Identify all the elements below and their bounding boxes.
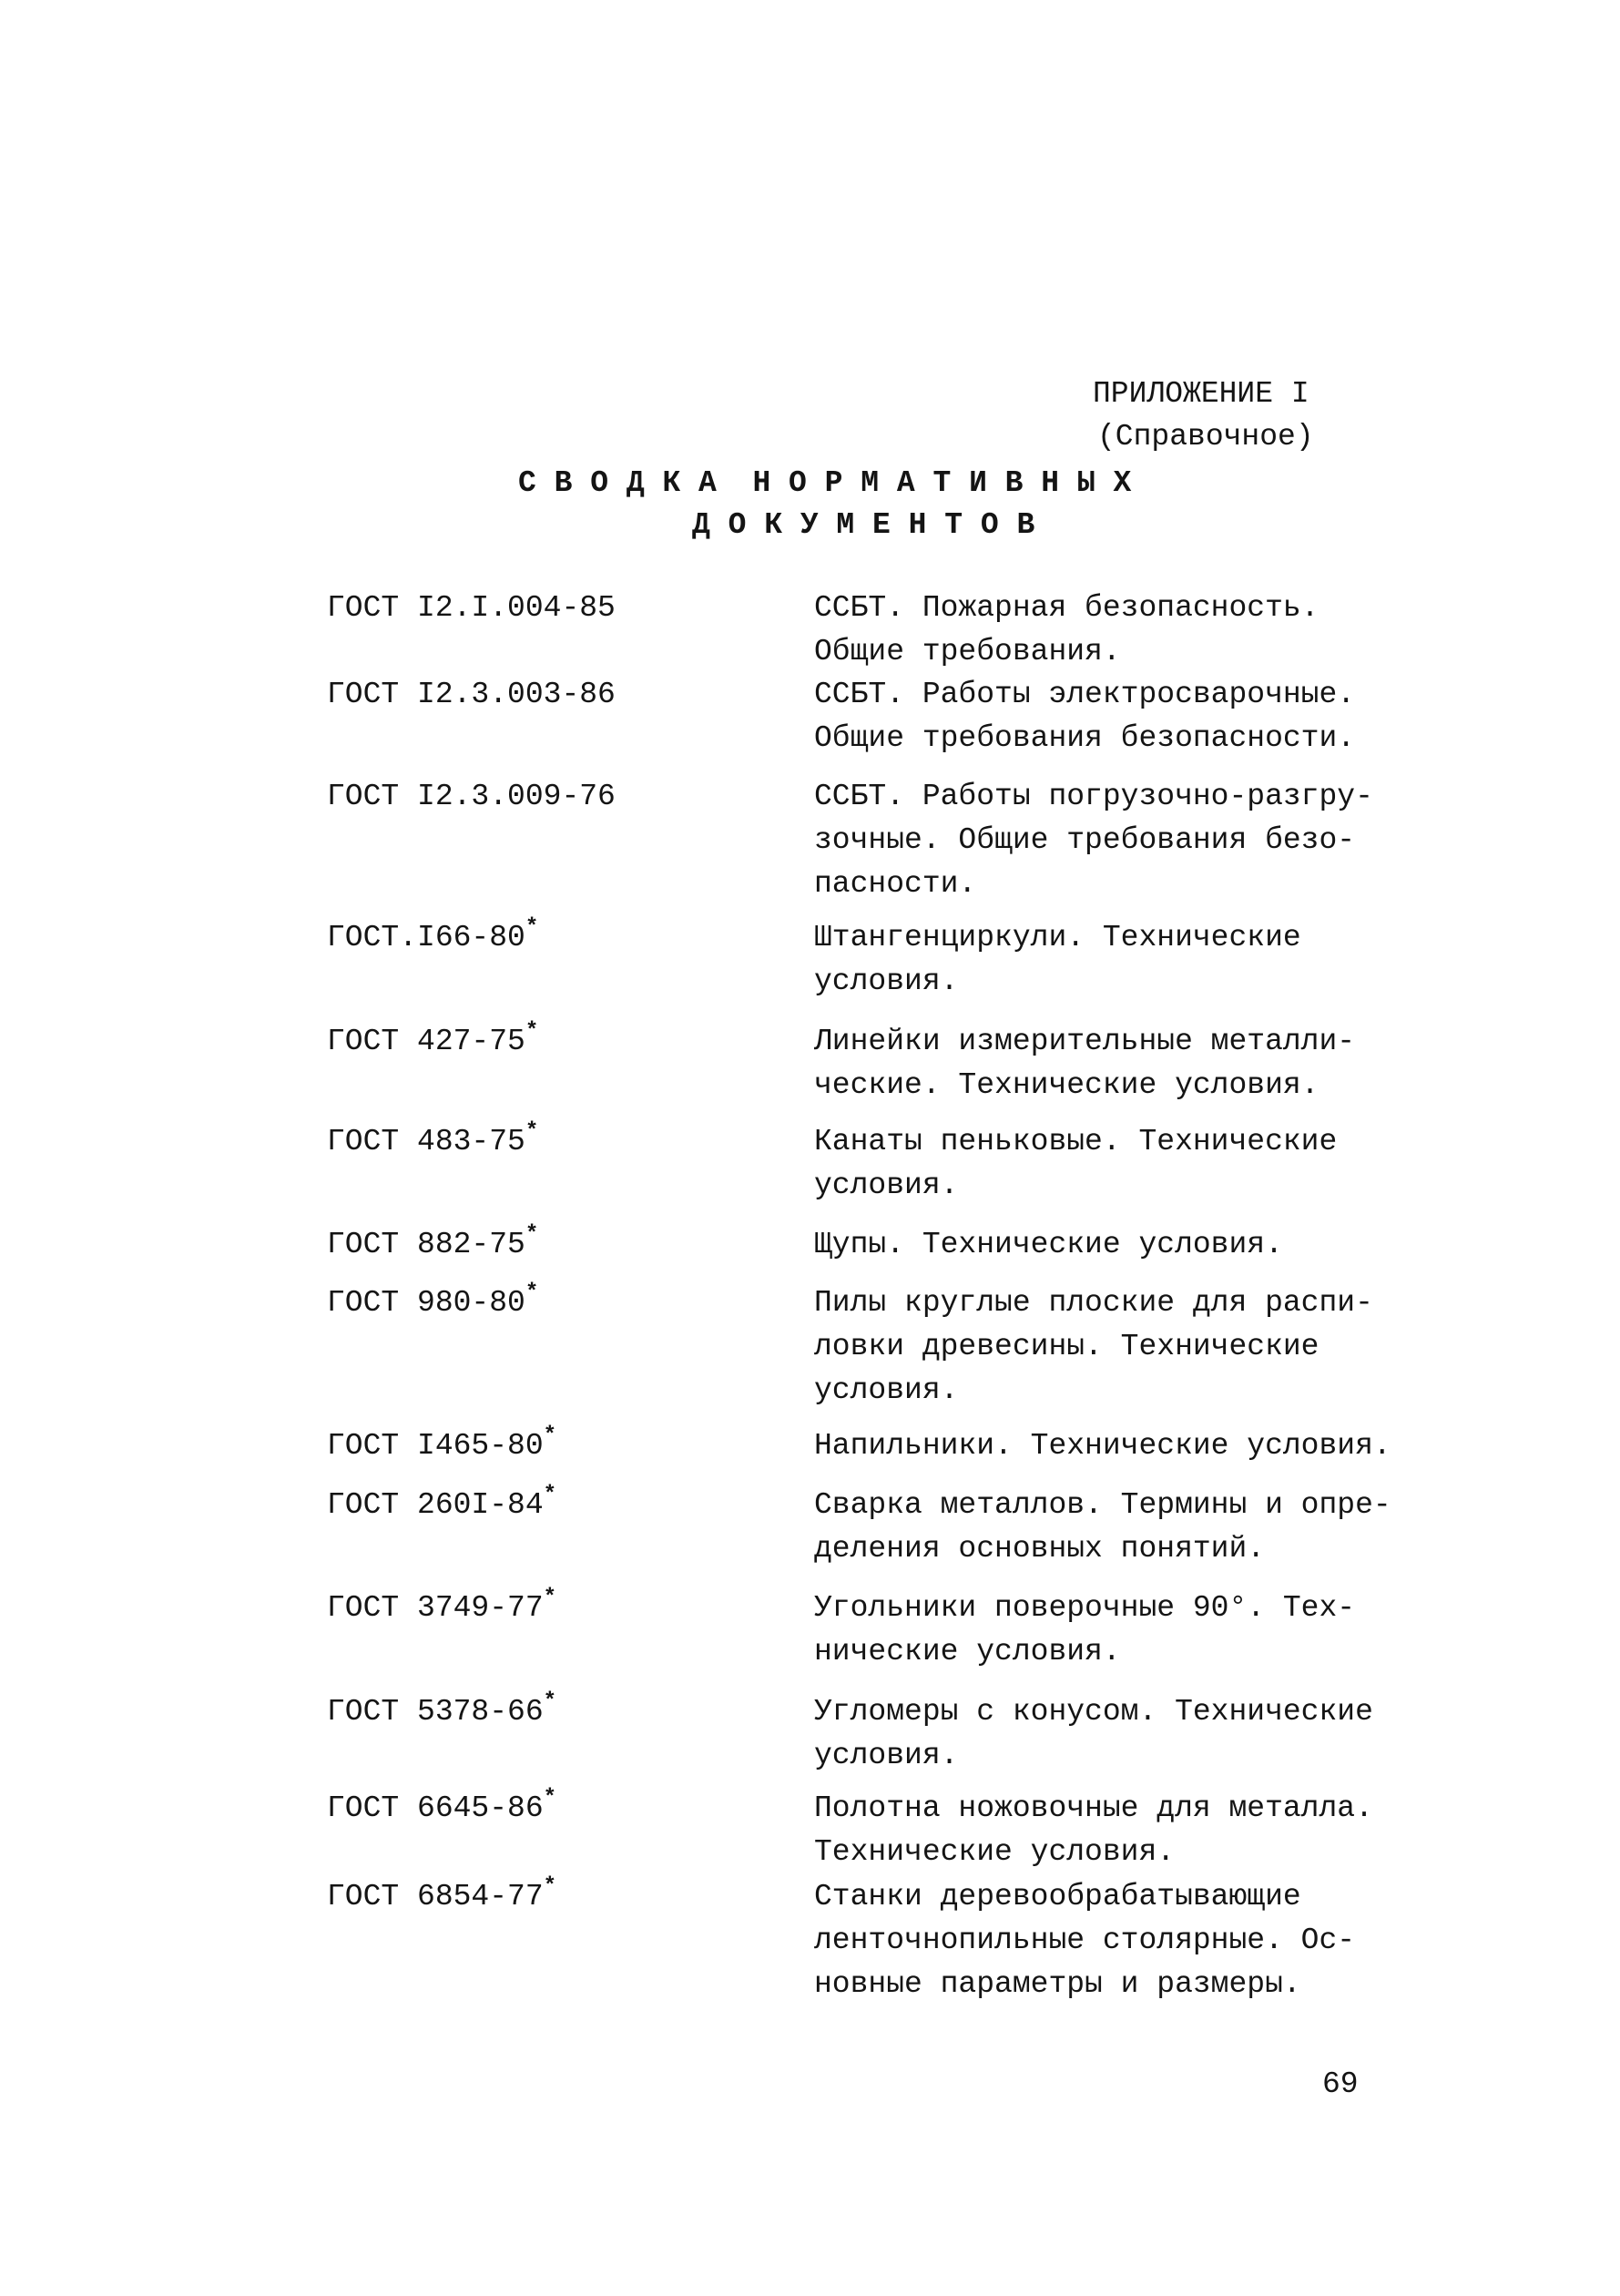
document-code <box>327 587 616 630</box>
document-code-text: ГОСТ 3749-77 <box>327 1591 544 1625</box>
document-code-text: ГОСТ I2.3.009-76 <box>327 780 616 813</box>
revision-mark: * <box>525 1119 539 1144</box>
revision-mark: * <box>525 1281 539 1305</box>
document-code-text: ГОСТ 980-80 <box>327 1286 525 1320</box>
document-code-text: ГОСТ 260I-84 <box>327 1488 544 1522</box>
document-code <box>327 1484 556 1530</box>
entry-row <box>0 1019 1620 1102</box>
revision-mark: * <box>543 1483 557 1507</box>
document-code-text: ГОСТ 6854-77 <box>327 1880 544 1913</box>
revision-mark: * <box>543 1424 557 1448</box>
revision-mark: * <box>543 1586 557 1610</box>
document-code <box>327 1424 556 1471</box>
document-code-text: ГОСТ 5378-66 <box>327 1695 544 1729</box>
description-line: Линейки измерительные металли- <box>814 1025 1356 1058</box>
description-line: ССБТ. Работы электросварочные. <box>814 678 1356 711</box>
description-line: Общие требования безопасности. <box>814 721 1356 755</box>
document-code <box>327 1690 556 1737</box>
description-line: условия. <box>814 964 959 998</box>
entry-description <box>814 1690 1373 1778</box>
entry-description <box>814 673 1355 760</box>
document-code <box>327 1120 538 1167</box>
description-line: Канаты пеньковые. Технические <box>814 1125 1338 1158</box>
document-code <box>327 1787 556 1833</box>
document-code-text: ГОСТ I2.I.004-85 <box>327 591 616 625</box>
entry-row <box>0 1689 1620 1772</box>
entry-row <box>0 673 1620 755</box>
revision-mark: * <box>525 1019 539 1044</box>
entry-row <box>0 1223 1620 1267</box>
description-line: Станки деревообрабатывающие <box>814 1880 1301 1913</box>
document-code <box>327 1020 538 1066</box>
description-line: условия. <box>814 1739 959 1772</box>
document-code <box>327 916 538 963</box>
description-line: Напильники. Технические условия. <box>814 1429 1391 1463</box>
entry-row <box>0 1586 1620 1668</box>
description-line: новные параметры и размеры. <box>814 1967 1301 2001</box>
entry-row <box>0 1874 1620 2001</box>
document-code-text: ГОСТ 483-75 <box>327 1125 525 1158</box>
description-line: деления основных понятий. <box>814 1532 1266 1566</box>
entry-row <box>0 915 1620 998</box>
entry-row <box>0 1119 1620 1202</box>
entry-description <box>814 1424 1391 1468</box>
entry-description <box>814 1875 1355 2006</box>
description-line: ленточнопильные столярные. Ос- <box>814 1924 1356 1957</box>
document-code-text: ГОСТ 6645-86 <box>327 1791 544 1825</box>
document-code-text: ГОСТ.I66-80 <box>327 921 525 954</box>
document-code-text: ГОСТ 882-75 <box>327 1228 525 1261</box>
description-line: условия. <box>814 1373 959 1407</box>
appendix-note: (Справочное) <box>1097 420 1314 454</box>
description-line: нические условия. <box>814 1635 1121 1668</box>
document-code <box>327 1223 538 1270</box>
entry-description <box>814 587 1319 674</box>
description-line: Сварка металлов. Термины и опре- <box>814 1488 1391 1522</box>
description-line: зочные. Общие требования безо- <box>814 823 1356 857</box>
document-code-text: ГОСТ 427-75 <box>327 1025 525 1058</box>
revision-mark: * <box>543 1786 557 1811</box>
entry-row <box>0 1424 1620 1468</box>
description-line: Штангенциркули. Технические <box>814 921 1301 954</box>
entry-row <box>0 1483 1620 1566</box>
revision-mark: * <box>525 915 539 940</box>
entry-description <box>814 1281 1373 1413</box>
entry-description <box>814 1587 1355 1674</box>
document-code <box>327 1281 538 1328</box>
entry-description <box>814 1120 1337 1208</box>
description-line: Пилы круглые плоские для распи- <box>814 1286 1373 1320</box>
description-line: Угломеры с конусом. Технические <box>814 1695 1373 1729</box>
page-number: 69 <box>1322 2067 1359 2101</box>
description-line: Полотна ножовочные для металла. <box>814 1791 1373 1825</box>
description-line: ческие. Технические условия. <box>814 1068 1319 1102</box>
document-code-text: ГОСТ I2.3.003-86 <box>327 678 616 711</box>
document-code <box>327 673 616 717</box>
entry-row <box>0 587 1620 668</box>
entry-description <box>814 1484 1391 1571</box>
document-code-text: ГОСТ I465-80 <box>327 1429 544 1463</box>
description-line: ССБТ. Работы погрузочно-разгру- <box>814 780 1373 813</box>
description-line: Щупы. Технические условия. <box>814 1228 1283 1261</box>
revision-mark: * <box>543 1874 557 1899</box>
page-title-line-1: С В О Д К А Н О Р М А Т И В Н Ы Х <box>518 466 1132 500</box>
document-code <box>327 1875 556 1922</box>
page-title-line-2: Д О К У М Е Н Т О В <box>692 508 1035 542</box>
entry-row <box>0 775 1620 901</box>
entry-description <box>814 1223 1283 1267</box>
document-code <box>327 775 616 819</box>
entry-description <box>814 1787 1373 1874</box>
description-line: Угольники поверочные 90°. Тех- <box>814 1591 1356 1625</box>
description-line: Общие требования. <box>814 635 1121 668</box>
description-line: пасности. <box>814 867 977 901</box>
entry-row <box>0 1281 1620 1407</box>
appendix-label: ПРИЛОЖЕНИЕ I <box>1093 377 1309 411</box>
entry-description <box>814 1020 1355 1107</box>
description-line: Технические условия. <box>814 1835 1176 1869</box>
entry-row <box>0 1786 1620 1869</box>
entry-description <box>814 775 1373 906</box>
description-line: условия. <box>814 1168 959 1202</box>
description-line: ловки древесины. Технические <box>814 1330 1319 1363</box>
revision-mark: * <box>525 1222 539 1247</box>
document-code <box>327 1587 556 1633</box>
description-line: ССБТ. Пожарная безопасность. <box>814 591 1319 625</box>
revision-mark: * <box>543 1689 557 1714</box>
entry-description <box>814 916 1301 1004</box>
